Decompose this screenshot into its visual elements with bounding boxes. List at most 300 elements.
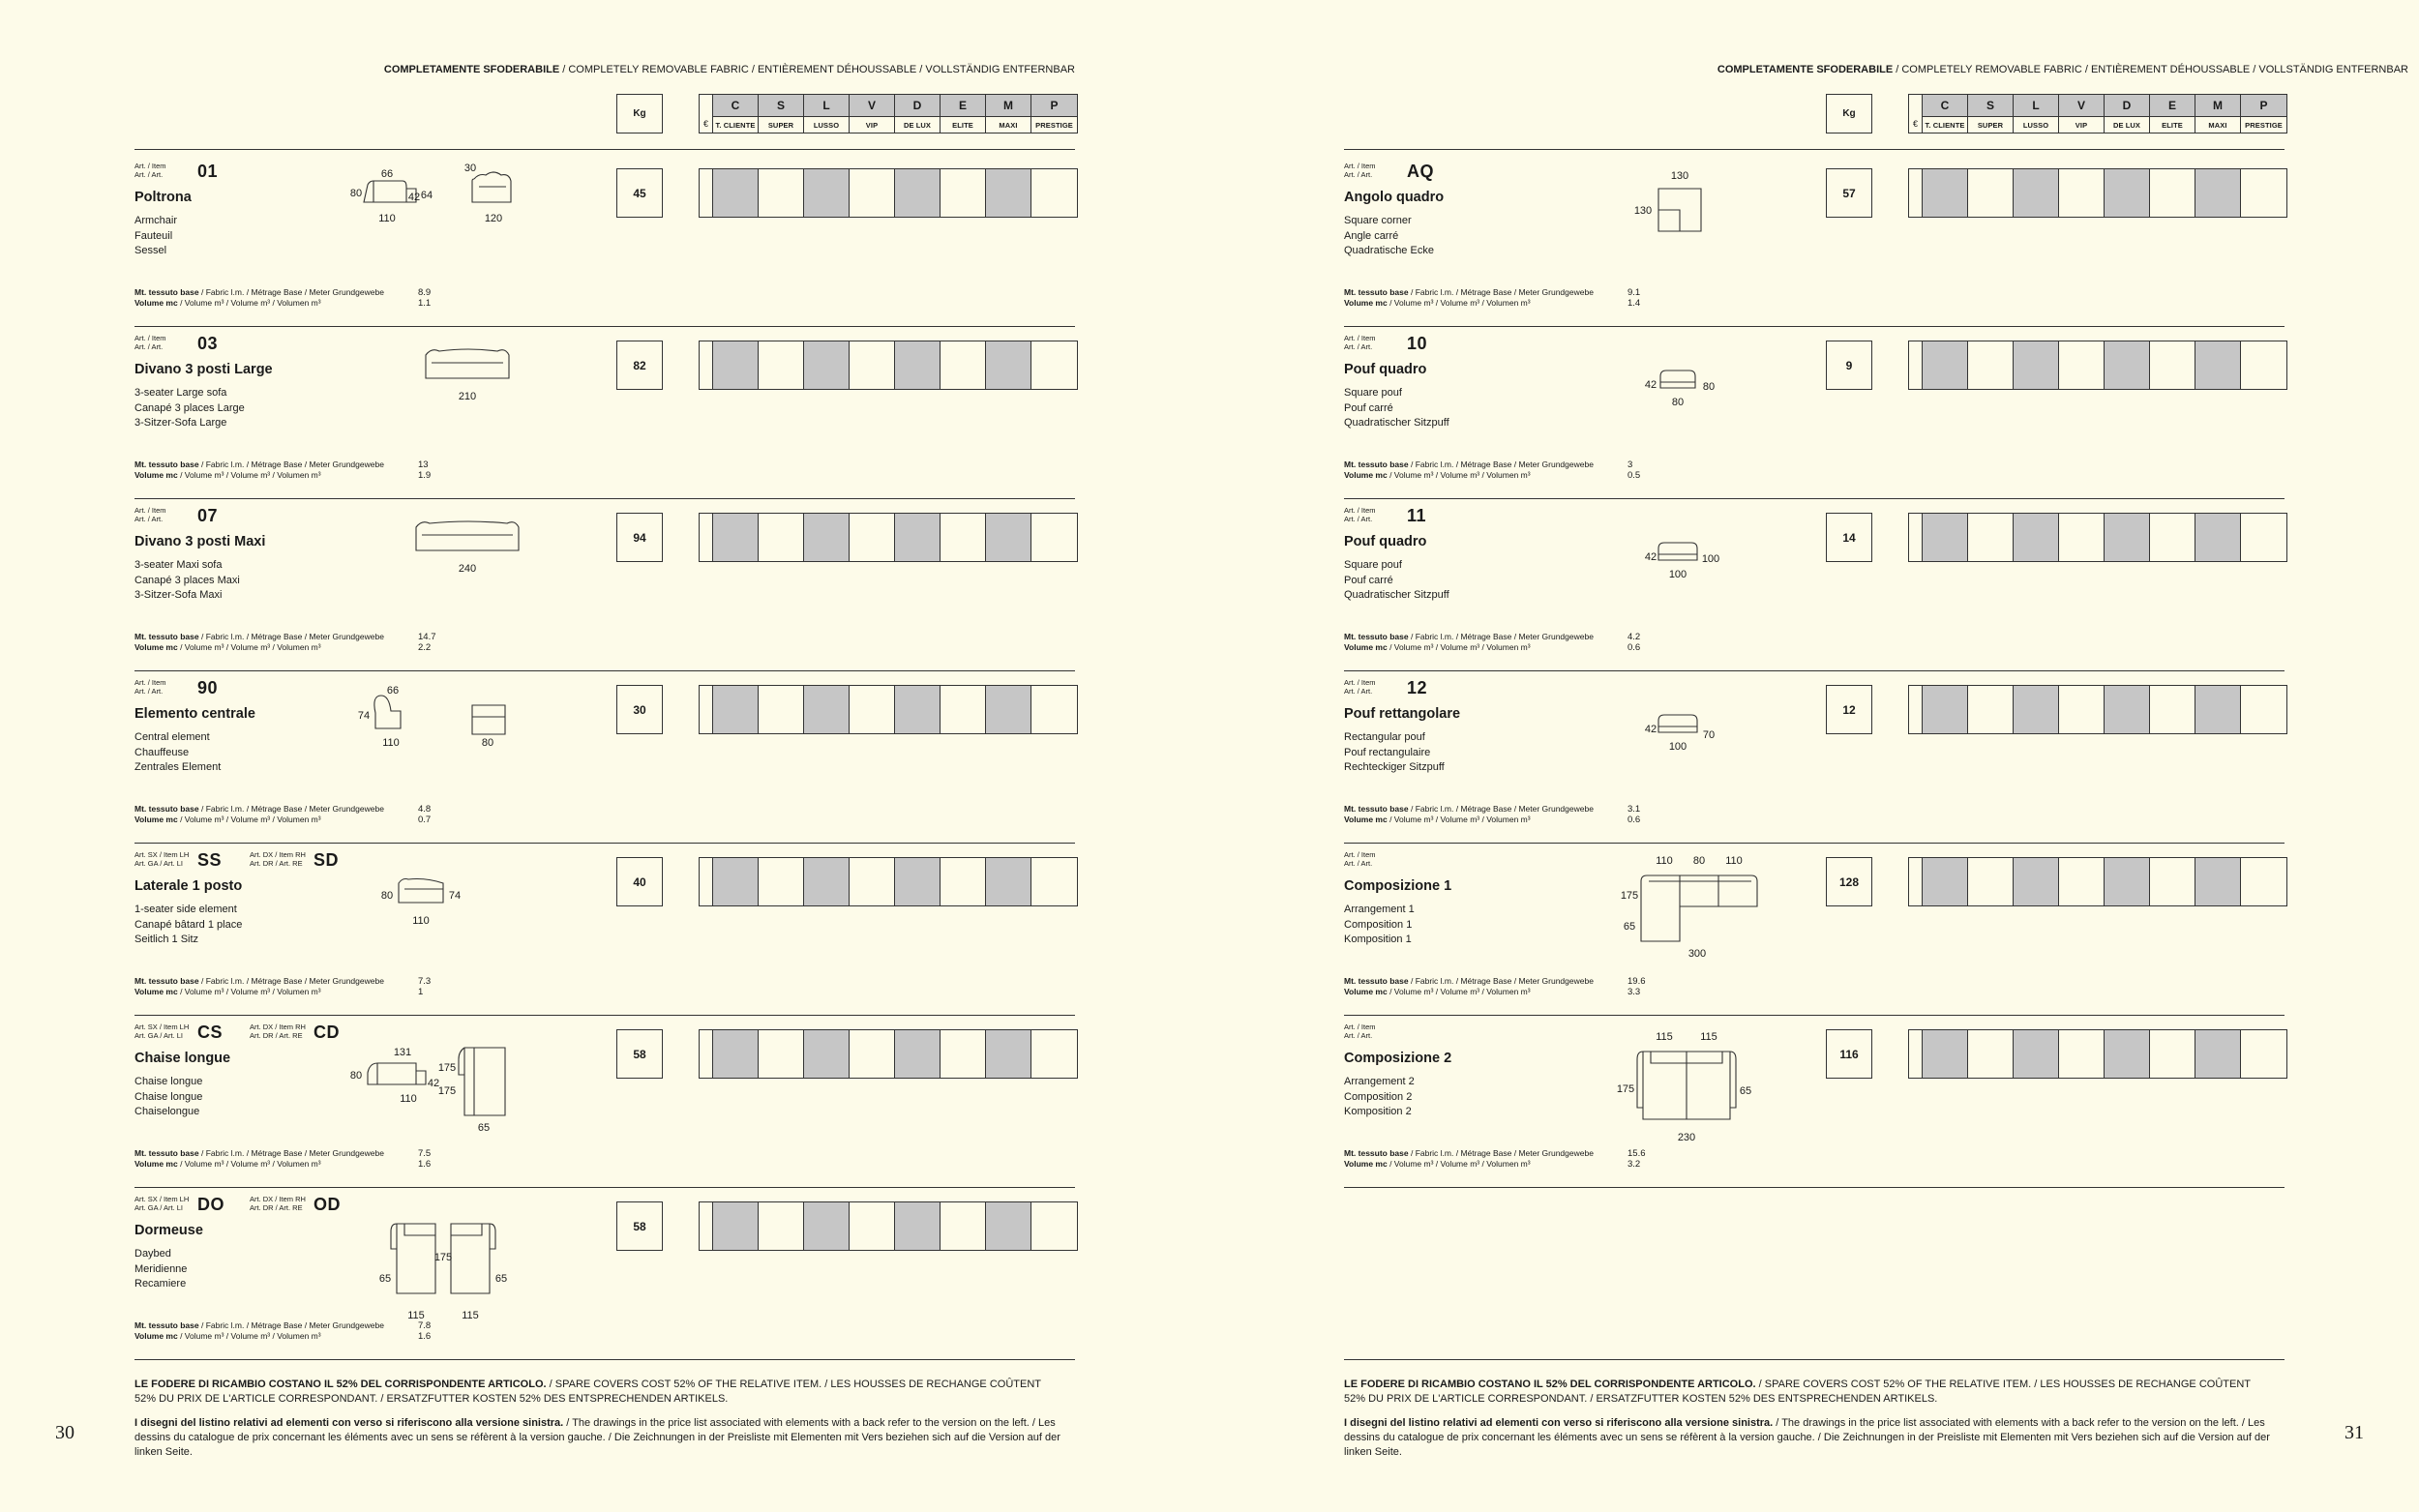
price-tier: SUPER <box>767 120 794 130</box>
art-right-label <box>250 1023 306 1040</box>
weight-box <box>1826 513 1872 562</box>
art-label-line: Art. / Item <box>1344 1023 1376 1031</box>
central-element-top-icon <box>472 705 505 734</box>
volume-label <box>1344 470 1594 481</box>
product-translations <box>1344 730 1445 776</box>
art-label-line: Art. SX / Item LH <box>134 1195 190 1203</box>
product-row <box>1210 506 2419 678</box>
price-tier: PRESTIGE <box>2245 120 2283 130</box>
translation-line: 1-seater side element <box>134 904 237 915</box>
dimension-label: 42 <box>1644 379 1657 391</box>
price-cell <box>1968 686 2014 733</box>
row-divider <box>134 1015 1075 1016</box>
dimension-label: 66 <box>386 685 400 697</box>
dimension-label: 65 <box>1623 921 1636 933</box>
fabric-label-rest: / Fabric l.m. / Métrage Base / Meter Grundgewebe <box>198 1148 384 1158</box>
price-column-L <box>2014 95 2059 133</box>
art-label-line: Art. / Art. <box>1344 515 1373 523</box>
translation-line: Arrangement 2 <box>1344 1076 1415 1087</box>
price-tier: ELITE <box>952 120 973 130</box>
weight-box <box>1826 1029 1872 1079</box>
fabric-value: 9.1 <box>1628 287 1641 298</box>
weight-box <box>616 341 663 390</box>
price-letter: M <box>986 95 1030 117</box>
art-label-line: Art. / Item <box>1344 850 1376 859</box>
dimension-label: 42 <box>407 192 421 203</box>
weight-box <box>1826 168 1872 218</box>
fabric-label-bold: Mt. tessuto base <box>134 1320 199 1330</box>
product-name: Divano 3 posti Large <box>134 362 273 377</box>
art-label-line: Art. / Art. <box>134 515 164 523</box>
volume-value: 0.6 <box>1628 642 1641 653</box>
price-cell <box>2195 341 2241 389</box>
volume-label <box>1344 815 1594 825</box>
price-tier: LUSSO <box>813 120 840 130</box>
translation-line: Pouf carré <box>1344 574 1393 586</box>
dormeuse-left-icon <box>391 1224 435 1293</box>
fabric-label-rest: / Fabric l.m. / Métrage Base / Meter Grundgewebe <box>1408 1148 1594 1158</box>
price-cell <box>986 858 1031 905</box>
page-number: 31 <box>2344 1422 2364 1443</box>
weight-box <box>1826 341 1872 390</box>
translation-line: Chaise longue <box>134 1090 203 1103</box>
price-cells <box>699 685 1078 734</box>
volume-label-bold: Volume mc <box>134 298 178 308</box>
art-label-line: Art. / Item <box>1344 334 1376 342</box>
art-right-label <box>250 1195 306 1212</box>
row-divider <box>134 843 1075 844</box>
product-row <box>0 1023 1210 1195</box>
volume-value: 1.1 <box>418 298 432 309</box>
dimension-label: 115 <box>462 1310 479 1321</box>
price-cell <box>759 169 804 217</box>
translation-line: Komposition 1 <box>1344 934 1412 945</box>
dimension-label: 115 <box>1656 1031 1673 1043</box>
price-tier: PRESTIGE <box>1035 120 1073 130</box>
price-cells <box>699 168 1078 218</box>
drawings-note: I disegni del listino relativi ad elementi con verso si riferiscono alla versione sinistra. / The drawings in the price list associated with elements with a back refer to the version on the left. / Les dessins du catalogue de prix concernant les éléments avec un sens se réfèrent à la version gauche. / Die Zeichnungen in der Preisliste mit Elementen mit Vers beziehen sich auf die Version auf der linken Seite. <box>1344 1417 2270 1458</box>
price-cell <box>1968 1030 2014 1078</box>
translation-line: Square corner <box>1344 215 1412 226</box>
volume-label-bold: Volume mc <box>1344 1159 1388 1169</box>
price-cell <box>1923 514 1968 561</box>
price-column-D <box>2105 95 2150 133</box>
header-divider <box>134 149 1075 150</box>
volume-label <box>134 1331 384 1342</box>
fabric-value: 15.6 <box>1628 1148 1646 1159</box>
price-cell <box>804 169 850 217</box>
product-name: Pouf quadro <box>1344 362 1427 377</box>
price-column-L <box>804 95 850 133</box>
price-cell <box>895 341 941 389</box>
price-tier: MAXI <box>999 120 1018 130</box>
art-label-line: Art. / Item <box>1344 162 1376 170</box>
weight-value: 58 <box>633 1047 646 1061</box>
product-drawing <box>329 850 561 986</box>
price-column-V <box>850 95 895 133</box>
fabric-value: 19.6 <box>1628 976 1646 987</box>
price-cell <box>941 686 986 733</box>
translation-line: Pouf rectangulaire <box>1344 746 1431 758</box>
art-label-line: Art. DX / Item RH <box>250 1195 306 1203</box>
art-label-line: Art. / Art. <box>134 687 164 696</box>
price-cell <box>2059 858 2105 905</box>
price-letter: D <box>895 95 940 117</box>
weight-box <box>616 685 663 734</box>
art-label <box>134 162 166 179</box>
product-row <box>0 1195 1210 1367</box>
price-tier: VIP <box>2075 120 2088 130</box>
price-cell <box>713 341 759 389</box>
price-letter: L <box>804 95 849 117</box>
volume-label-bold: Volume mc <box>1344 642 1388 652</box>
fabric-label-rest: / Fabric l.m. / Métrage Base / Meter Grundgewebe <box>198 632 384 641</box>
fabric-label-rest: / Fabric l.m. / Métrage Base / Meter Grundgewebe <box>198 976 384 986</box>
price-tier: VIP <box>865 120 879 130</box>
product-name: Chaise longue <box>134 1051 231 1066</box>
art-label-line: Art. GA / Art. LI <box>134 1031 184 1040</box>
dimension-label: 80 <box>481 737 494 749</box>
product-drawing <box>329 1195 561 1330</box>
weight-value: 58 <box>633 1219 646 1233</box>
translation-line: Angle carré <box>1344 229 1399 242</box>
art-code-2: CD <box>314 1023 340 1042</box>
fabric-label-rest: / Fabric l.m. / Métrage Base / Meter Grundgewebe <box>1408 632 1594 641</box>
fabric-value: 8.9 <box>418 287 432 298</box>
product-name: Dormeuse <box>134 1223 203 1238</box>
translation-line: Meridienne <box>134 1262 188 1275</box>
volume-label <box>134 815 384 825</box>
price-cell <box>804 686 850 733</box>
dimension-label: 66 <box>380 168 394 180</box>
price-column-P <box>1031 95 1077 133</box>
price-cell <box>2241 858 2286 905</box>
dimension-label: 175 <box>437 1062 457 1074</box>
euro-cell <box>1909 686 1923 733</box>
price-column-M <box>986 95 1031 133</box>
translation-line: Arrangement 1 <box>1344 904 1415 915</box>
price-cells <box>1908 168 2287 218</box>
dimension-label: 110 <box>378 213 396 224</box>
price-tier: ELITE <box>2162 120 2183 130</box>
dimension-label: 175 <box>433 1252 453 1263</box>
price-columns-header <box>699 94 1078 133</box>
price-letter: C <box>1923 95 1967 117</box>
price-cell <box>1031 1202 1077 1250</box>
product-drawing <box>1538 850 1771 986</box>
translation-line: Recamiere <box>134 1278 187 1290</box>
art-label-line: Art. / Item <box>1344 506 1376 515</box>
price-cell <box>759 514 804 561</box>
volume-label <box>134 470 384 481</box>
volume-label-rest: / Volume m³ / Volume m³ / Volumen m³ <box>1387 815 1531 824</box>
product-name: Laterale 1 posto <box>134 878 243 894</box>
price-cell <box>2059 341 2105 389</box>
fabric-value: 4.8 <box>418 804 432 815</box>
fabric-label-bold: Mt. tessuto base <box>1344 804 1409 814</box>
row-divider <box>1344 326 2285 327</box>
price-cell <box>2241 341 2286 389</box>
translation-line: Quadratische Ecke <box>1344 245 1434 256</box>
art-label-line: Art. SX / Item LH <box>134 850 190 859</box>
dimension-label: 110 <box>400 1093 417 1105</box>
dimension-label: 210 <box>458 391 477 402</box>
volume-label-bold: Volume mc <box>134 642 178 652</box>
price-cell <box>941 858 986 905</box>
composition-1-icon <box>1641 875 1757 941</box>
price-cell <box>713 686 759 733</box>
volume-value: 1.6 <box>418 1159 432 1170</box>
price-cell <box>804 858 850 905</box>
art-label <box>134 678 166 696</box>
translation-line: Square pouf <box>1344 559 1402 571</box>
product-row <box>0 162 1210 334</box>
dimension-label: 110 <box>382 737 400 749</box>
kg-column-header: Kg <box>616 94 663 133</box>
art-label-line: Art. / Art. <box>134 342 164 351</box>
dimension-label: 131 <box>393 1047 412 1058</box>
price-column-P <box>2241 95 2286 133</box>
fabric-label-bold: Mt. tessuto base <box>1344 632 1409 641</box>
rectangular-pouf-icon <box>1658 715 1697 732</box>
price-cell <box>2105 169 2150 217</box>
product-row <box>0 850 1210 1023</box>
price-cell <box>1923 858 1968 905</box>
art-label-line: Art. / Art. <box>1344 687 1373 696</box>
fabric-value: 7.3 <box>418 976 432 987</box>
price-column-S <box>1968 95 2014 133</box>
price-cell <box>1923 169 1968 217</box>
price-cell <box>1031 858 1077 905</box>
price-cell <box>2059 686 2105 733</box>
weight-value: 94 <box>633 530 646 545</box>
product-translations <box>134 730 221 776</box>
fabric-label-bold: Mt. tessuto base <box>134 460 199 469</box>
chaise-side-icon <box>368 1063 426 1084</box>
dimension-label: 80 <box>1702 381 1716 393</box>
art-left-label <box>134 850 189 868</box>
art-code: 07 <box>197 506 219 525</box>
art-label-line: Art. / Art. <box>134 170 164 179</box>
volume-value: 0.7 <box>418 815 432 825</box>
price-cell <box>2014 686 2059 733</box>
volume-label-bold: Volume mc <box>1344 298 1388 308</box>
price-cell <box>2195 169 2241 217</box>
product-drawing <box>329 162 561 297</box>
price-letter: S <box>1968 95 2013 117</box>
price-cell <box>850 1202 895 1250</box>
price-cell <box>1031 341 1077 389</box>
product-row <box>1210 334 2419 506</box>
price-column-V <box>2059 95 2105 133</box>
weight-value: 82 <box>633 358 646 372</box>
price-cell <box>804 1030 850 1078</box>
price-cell <box>986 1202 1031 1250</box>
dimension-label: 42 <box>427 1078 440 1089</box>
translation-line: Square pouf <box>1344 387 1402 399</box>
euro-column-header: € <box>1909 95 1923 133</box>
fabric-label-rest: / Fabric l.m. / Métrage Base / Meter Grundgewebe <box>198 804 384 814</box>
product-translations <box>1344 386 1449 431</box>
art-code: 11 <box>1407 506 1427 525</box>
price-cell <box>713 514 759 561</box>
header-removable-fabric: COMPLETAMENTE SFODERABILE / COMPLETELY REMOVABLE FABRIC / ENTIÈREMENT DÉHOUSSABLE / VOLLSTÄNDIG ENTFERNBAR <box>383 64 1075 75</box>
dimension-label: 65 <box>1739 1085 1752 1097</box>
fabric-label-bold: Mt. tessuto base <box>1344 976 1409 986</box>
art-label-line: Art. / Item <box>134 162 166 170</box>
price-cell <box>850 341 895 389</box>
price-cell <box>986 169 1031 217</box>
product-translations <box>134 214 177 259</box>
price-cell <box>2105 514 2150 561</box>
translation-line: Chaiselongue <box>134 1106 200 1117</box>
volume-label-rest: / Volume m³ / Volume m³ / Volumen m³ <box>1387 642 1531 652</box>
dimension-label: 42 <box>1644 551 1657 563</box>
drawings-note: I disegni del listino relativi ad elementi con verso si riferiscono alla versione sinistra. / The drawings in the price list associated with elements with a back refer to the version on the left. / Les dessins du catalogue de prix concernant les éléments avec un sens se réfèrent à la version gauche. / Die Zeichnungen in der Preisliste mit Elementen mit Vers beziehen sich auf die Version auf der linken Seite. <box>134 1417 1060 1458</box>
price-cell <box>713 1202 759 1250</box>
price-cell <box>850 1030 895 1078</box>
product-name: Composizione 2 <box>1344 1051 1452 1066</box>
volume-label <box>134 987 384 997</box>
art-label <box>134 506 166 523</box>
volume-label-rest: / Volume m³ / Volume m³ / Volumen m³ <box>177 470 321 480</box>
product-name: Pouf rettangolare <box>1344 706 1461 722</box>
price-cell <box>2195 858 2241 905</box>
dimension-label: 115 <box>407 1310 425 1321</box>
translation-line: Composition 1 <box>1344 918 1413 931</box>
euro-cell <box>700 1030 713 1078</box>
dimension-label: 110 <box>1725 855 1743 867</box>
sofa-maxi-icon <box>416 521 519 550</box>
fabric-label-bold: Mt. tessuto base <box>134 287 199 297</box>
art-code: 12 <box>1407 678 1428 697</box>
price-cells <box>699 513 1078 562</box>
translation-line: Fauteuil <box>134 229 173 242</box>
footer-notes <box>134 1378 1063 1460</box>
price-cell <box>759 1202 804 1250</box>
dimension-label: 80 <box>349 188 363 199</box>
price-cell <box>850 858 895 905</box>
fabric-label-bold: Mt. tessuto base <box>134 1148 199 1158</box>
product-drawing <box>1538 678 1771 814</box>
euro-cell <box>1909 341 1923 389</box>
dimension-label: 64 <box>420 190 433 201</box>
row-divider <box>1344 498 2285 499</box>
translation-line: Rechteckiger Sitzpuff <box>1344 761 1445 773</box>
row-divider <box>1344 670 2285 671</box>
price-cell <box>2014 341 2059 389</box>
dimension-label: 65 <box>378 1273 392 1285</box>
translation-line: Armchair <box>134 215 178 226</box>
volume-label-bold: Volume mc <box>134 1159 178 1169</box>
dimension-label: 130 <box>1633 205 1653 217</box>
volume-label-bold: Volume mc <box>134 1331 178 1341</box>
dimension-label: 80 <box>1671 397 1685 408</box>
fabric-label-rest: / Fabric l.m. / Métrage Base / Meter Grundgewebe <box>1408 804 1594 814</box>
price-cell <box>2105 1030 2150 1078</box>
weight-value: 12 <box>1842 702 1856 717</box>
price-cell <box>850 686 895 733</box>
dimension-label: 74 <box>448 890 462 902</box>
art-label-line: Art. / Item <box>134 334 166 342</box>
price-cell <box>1031 1030 1077 1078</box>
dimension-label: 70 <box>1702 729 1716 741</box>
price-cell <box>895 514 941 561</box>
product-row <box>1210 1023 2419 1195</box>
dimension-label: 240 <box>458 563 477 575</box>
chaise-top-icon <box>459 1048 505 1115</box>
price-cell <box>2150 514 2195 561</box>
price-cell <box>941 514 986 561</box>
price-cell <box>2059 1030 2105 1078</box>
volume-value: 1.6 <box>418 1331 432 1342</box>
price-cell <box>2241 514 2286 561</box>
price-cell <box>2105 686 2150 733</box>
euro-cell <box>700 1202 713 1250</box>
price-cell <box>1031 686 1077 733</box>
price-column-S <box>759 95 804 133</box>
spare-covers-note: LE FODERE DI RICAMBIO COSTANO IL 52% DEL CORRISPONDENTE ARTICOLO. / SPARE COVERS COST 52% OF THE RELATIVE ITEM. / LES HOUSSES DE RECHANGE COÛTENT 52% DU PRIX DE L'ARTICLE CORRESPONDANT. / ERSATZFUTTER KOSTEN 52% DES ENTSPRECHENDEN ARTIKELS. <box>134 1379 1041 1405</box>
euro-cell <box>1909 858 1923 905</box>
product-translations <box>134 1075 202 1120</box>
volume-label <box>1344 1159 1594 1170</box>
art-label <box>1344 334 1376 351</box>
volume-label-rest: / Volume m³ / Volume m³ / Volumen m³ <box>1387 987 1531 996</box>
weight-value: 57 <box>1842 186 1856 200</box>
product-drawing <box>1538 506 1771 641</box>
weight-box <box>616 168 663 218</box>
fabric-label-rest: / Fabric l.m. / Métrage Base / Meter Grundgewebe <box>198 460 384 469</box>
volume-label-rest: / Volume m³ / Volume m³ / Volumen m³ <box>1387 298 1531 308</box>
price-cell <box>804 1202 850 1250</box>
volume-label <box>1344 298 1594 309</box>
price-cell <box>2150 341 2195 389</box>
euro-column-header: € <box>700 95 713 133</box>
price-cell <box>1968 341 2014 389</box>
art-label-line: Art. / Item <box>1344 678 1376 687</box>
volume-label-rest: / Volume m³ / Volume m³ / Volumen m³ <box>177 1331 321 1341</box>
volume-label-bold: Volume mc <box>1344 815 1388 824</box>
price-column-C <box>1923 95 1968 133</box>
translation-line: Chauffeuse <box>134 746 190 758</box>
price-cells <box>699 1029 1078 1079</box>
volume-label <box>1344 987 1594 997</box>
product-translations <box>1344 1075 1415 1120</box>
spare-covers-note: LE FODERE DI RICAMBIO COSTANO IL 52% DEL CORRISPONDENTE ARTICOLO. / SPARE COVERS COST 52% OF THE RELATIVE ITEM. / LES HOUSSES DE RECHANGE COÛTENT 52% DU PRIX DE L'ARTICLE CORRESPONDANT. / ERSATZFUTTER KOSTEN 52% DES ENTSPRECHENDEN ARTIKELS. <box>1344 1379 2251 1405</box>
art-label-line: Art. GA / Art. LI <box>134 859 184 868</box>
price-cell <box>895 1202 941 1250</box>
product-row <box>1210 678 2419 850</box>
dimension-label: 120 <box>484 213 503 224</box>
weight-value: 9 <box>1845 358 1853 372</box>
fabric-value: 4.2 <box>1628 632 1641 642</box>
euro-cell <box>700 686 713 733</box>
weight-value: 14 <box>1842 530 1856 545</box>
art-code: DO <box>197 1195 224 1214</box>
price-cell <box>941 341 986 389</box>
art-code: 90 <box>197 678 219 697</box>
volume-label-rest: / Volume m³ / Volume m³ / Volumen m³ <box>177 642 321 652</box>
product-drawing <box>329 506 561 641</box>
price-cell <box>2195 686 2241 733</box>
price-cell <box>759 858 804 905</box>
volume-label-rest: / Volume m³ / Volume m³ / Volumen m³ <box>1387 470 1531 480</box>
dimension-label: 175 <box>437 1085 457 1097</box>
price-tier: DE LUX <box>903 120 932 130</box>
translation-line: Komposition 2 <box>1344 1106 1412 1117</box>
fabric-label-rest: / Fabric l.m. / Métrage Base / Meter Grundgewebe <box>1408 287 1594 297</box>
price-tier: SUPER <box>1977 120 2004 130</box>
